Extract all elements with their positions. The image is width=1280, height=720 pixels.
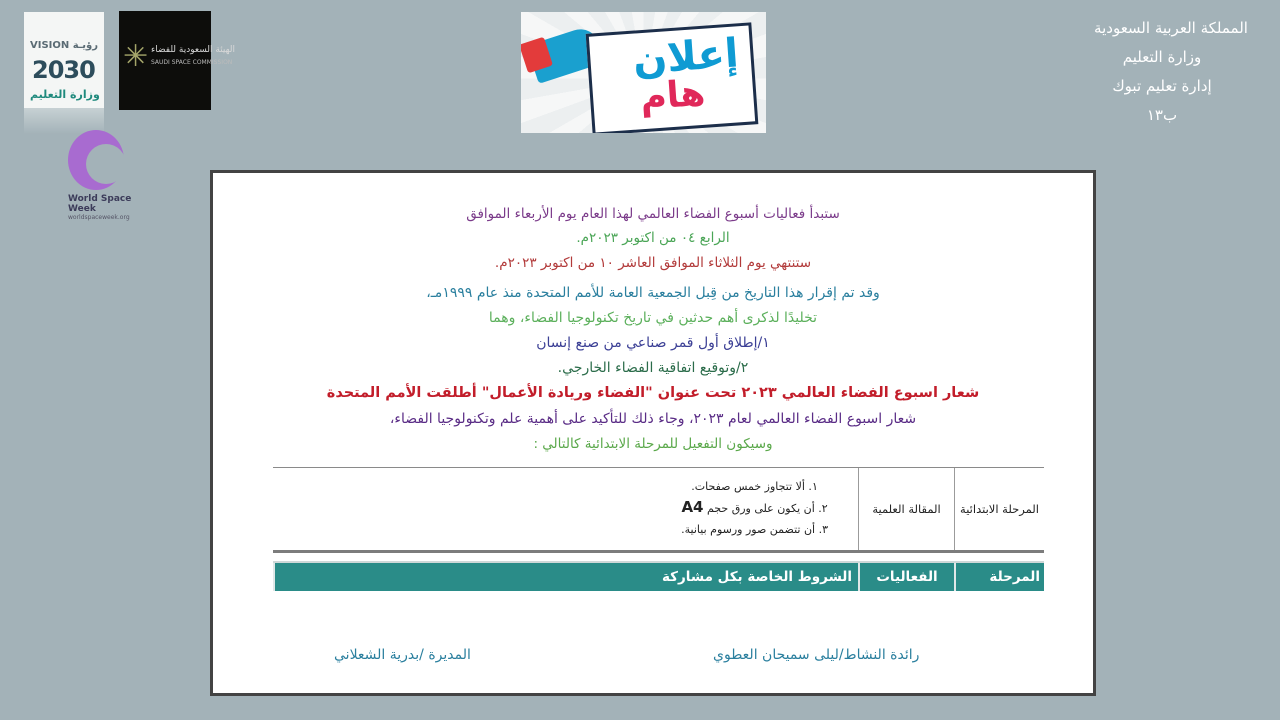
- ssc-english-name: SAUDI SPACE COMMISSION: [151, 59, 233, 66]
- announcement-word1: إعلان: [631, 30, 740, 84]
- body-line-4: وقد تم إقرار هذا التاريخ من قِبل الجمعية العامة للأمم المتحدة منذ عام ١٩٩٩مـ،: [426, 285, 880, 301]
- term-item-3: ٣. أن تتضمن صور ورسوم بيانية.: [681, 523, 828, 536]
- institution-header: [1062, 14, 1262, 130]
- header-country: المملكة العربية السعودية: [1094, 19, 1248, 37]
- main-content-panel: [210, 170, 1096, 696]
- wsw-line2: Week: [68, 204, 96, 214]
- saudi-space-commission-logo: [119, 11, 236, 110]
- table-row: [273, 467, 1044, 553]
- wsw-line1: World Space: [68, 194, 132, 204]
- stage-cell: المرحلة الابتدائية: [954, 468, 1044, 550]
- body-line-1: ستبدأ فعاليات أسبوع الفضاء العالمي لهذا العام يوم الأربعاء الموافق: [466, 206, 840, 222]
- announcement-card: [586, 22, 759, 133]
- body-line-2: الرابع ٠٤ من اكتوبر ٢٠٢٣م.: [576, 230, 730, 246]
- table-header-row: [273, 561, 1044, 591]
- body-line-9: شعار اسبوع الفضاء العالمي لعام ٢٠٢٣، وجاء ذلك للتأكيد على أهمية علم وتكنولوجيا الفضاء،: [389, 411, 917, 427]
- terms-cell: [273, 468, 858, 550]
- term-item-2: [681, 497, 828, 519]
- body-line-10: وسيكون التفعيل للمرحلة الابتدائية كالتالي :: [533, 436, 773, 452]
- vision-logo-line3: وزارة التعليم: [30, 88, 100, 101]
- swoosh-icon: [68, 130, 124, 190]
- vision-logo-line2: 2030: [32, 56, 95, 84]
- body-line-5: تخليدًا لذكرى أهم حدثين في تاريخ تكنولوجيا الفضاء، وهما: [488, 310, 818, 326]
- world-space-week-logo: [62, 124, 138, 234]
- paper-size: A4: [681, 498, 704, 516]
- term-item-2-text: ٢. أن يكون على ورق حجم: [706, 502, 828, 515]
- important-announcement-image: [521, 12, 766, 133]
- body-line-8: شعار اسبوع الفضاء العالمي ٢٠٢٣ تحت عنوان "الفضاء وريادة الأعمال" أطلقت الأمم المتحدة: [326, 385, 980, 401]
- activity-cell: المقالة العلمية: [858, 468, 954, 550]
- starburst-icon: ✳: [123, 39, 149, 74]
- header-school: ب١٣: [1146, 106, 1178, 124]
- header-stage: المرحلة: [954, 563, 1044, 591]
- body-line-7: ٢/وتوقيع اتفاقية الفضاء الخارجي.: [557, 360, 749, 376]
- announcement-word2: هام: [638, 72, 707, 119]
- term-item-1: ١. ألا تتجاوز خمس صفحات.: [691, 480, 818, 493]
- activity-leader-signature: رائدة النشاط/ليلى سميحان العطوي: [713, 647, 920, 663]
- header-ministry: وزارة التعليم: [1122, 48, 1202, 66]
- header-activity: الفعاليات: [858, 563, 954, 591]
- director-signature: المديرة /بدرية الشعلاني: [334, 647, 471, 663]
- participation-conditions-table: [273, 467, 1044, 595]
- ssc-arabic-name: الهيئة السعودية للفضاء: [151, 45, 236, 55]
- body-line-6: ١/إطلاق أول قمر صناعي من صنع إنسان: [536, 335, 770, 351]
- wsw-line3: worldspaceweek.org: [68, 214, 130, 221]
- header-directorate: إدارة تعليم تبوك: [1112, 77, 1212, 95]
- body-line-3: ستنتهي يوم الثلاثاء الموافق العاشر ١٠ من اكتوبر ٢٠٢٣م.: [494, 255, 812, 271]
- vision-logo-line1: VISION رؤيـة: [30, 40, 98, 51]
- header-terms: الشروط الخاصة بكل مشاركة: [273, 563, 858, 591]
- vision-2030-logo: [24, 12, 104, 108]
